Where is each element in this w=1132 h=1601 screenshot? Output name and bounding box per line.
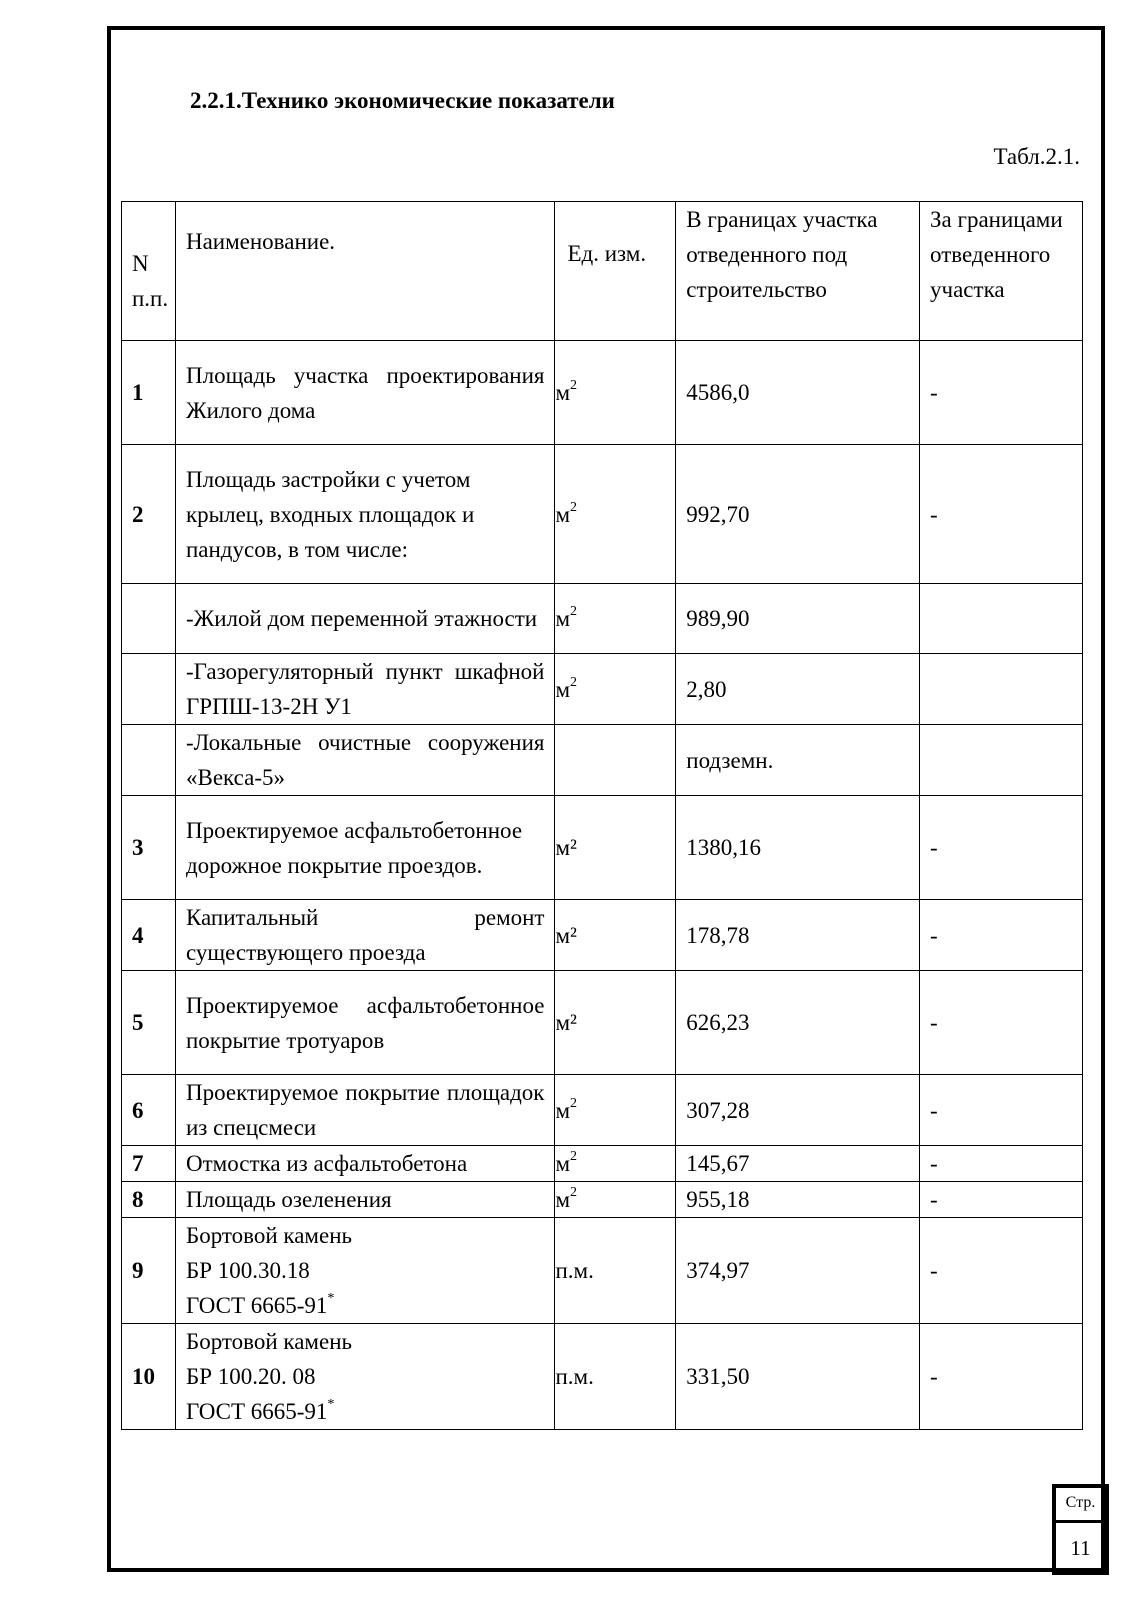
row-unit xyxy=(555,725,676,796)
row-name: -Локальные очистные сооружения «Векса-5» xyxy=(175,725,555,796)
table-row xyxy=(122,1182,1083,1218)
row-outside: - xyxy=(920,1075,1083,1146)
row-inside: 989,90 xyxy=(676,584,920,654)
row-num: 3 xyxy=(122,796,176,900)
row-unit: $м^2$ xyxy=(555,1146,676,1182)
row-num: 2 xyxy=(122,445,176,584)
row-inside: подземн. xyxy=(676,725,920,796)
page-number-box xyxy=(1052,1484,1109,1575)
row-unit: $м^2$ xyxy=(555,341,676,445)
row-name: Бортовой камень БР 100.30.18 ГОСТ 6665-91* xyxy=(175,1218,555,1324)
row-num: 10 xyxy=(122,1324,176,1430)
row-num xyxy=(122,654,176,725)
row-inside: 178,78 xyxy=(676,900,920,971)
row-unit: $м^2$ xyxy=(555,584,676,654)
row-num xyxy=(122,725,176,796)
table-row xyxy=(122,1146,1083,1182)
row-inside: 145,67 xyxy=(676,1146,920,1182)
table-row xyxy=(122,1075,1083,1146)
row-num: 5 xyxy=(122,971,176,1075)
row-name: Проектируемое асфальтобетонное покрытие тротуаров xyxy=(175,971,555,1075)
row-unit: м² xyxy=(555,796,676,900)
row-unit: п.м. xyxy=(555,1324,676,1430)
row-num: 6 xyxy=(122,1075,176,1146)
row-outside: - xyxy=(920,900,1083,971)
section-heading: 2.2.1.Технико экономические показатели xyxy=(190,88,615,113)
row-inside: 374,97 xyxy=(676,1218,920,1324)
row-inside: 331,50 xyxy=(676,1324,920,1430)
table-row xyxy=(122,971,1083,1075)
row-inside: 955,18 xyxy=(676,1182,920,1218)
row-outside: - xyxy=(920,445,1083,584)
row-name: Проектируемое покрытие площадок из спецсмеси xyxy=(175,1075,555,1146)
table-row xyxy=(122,796,1083,900)
row-num: 7 xyxy=(122,1146,176,1182)
row-inside: 4586,0 xyxy=(676,341,920,445)
row-outside: - xyxy=(920,341,1083,445)
row-unit: м² xyxy=(555,900,676,971)
row-unit: п.м. xyxy=(555,1218,676,1324)
row-inside: 626,23 xyxy=(676,971,920,1075)
row-outside xyxy=(920,654,1083,725)
row-outside xyxy=(920,725,1083,796)
row-outside: - xyxy=(920,796,1083,900)
table-label: Табл.2.1. xyxy=(993,144,1080,169)
row-num: 4 xyxy=(122,900,176,971)
header-inside: В границах участка отведенного под строительство xyxy=(676,202,920,341)
row-outside: - xyxy=(920,1218,1083,1324)
row-inside: 1380,16 xyxy=(676,796,920,900)
page-label: Стр. xyxy=(1056,1488,1105,1523)
row-outside: - xyxy=(920,1324,1083,1430)
row-name: Площадь участка проектирования Жилого дома xyxy=(175,341,555,445)
row-name: Бортовой камень БР 100.20. 08 ГОСТ 6665-91* xyxy=(175,1324,555,1430)
row-outside: - xyxy=(920,1182,1083,1218)
row-outside: - xyxy=(920,1146,1083,1182)
row-name: Капитальный ремонт существующего проезда xyxy=(175,900,555,971)
row-name: -Газорегуляторный пункт шкафной ГРПШ-13-2Н У1 xyxy=(175,654,555,725)
row-num: 9 xyxy=(122,1218,176,1324)
row-outside: - xyxy=(920,971,1083,1075)
row-unit: м² xyxy=(555,971,676,1075)
row-inside: 992,70 xyxy=(676,445,920,584)
table-header-row xyxy=(122,202,1083,341)
row-num: 8 xyxy=(122,1182,176,1218)
row-unit: $м^2$ xyxy=(555,1182,676,1218)
row-inside: 307,28 xyxy=(676,1075,920,1146)
row-outside xyxy=(920,584,1083,654)
table-row xyxy=(122,654,1083,725)
row-num xyxy=(122,584,176,654)
table-row xyxy=(122,445,1083,584)
table-row xyxy=(122,1324,1083,1430)
page-number: 11 xyxy=(1070,1536,1091,1560)
row-unit: $м^2$ xyxy=(555,1075,676,1146)
row-num: 1 xyxy=(122,341,176,445)
row-name: -Жилой дом переменной этажности xyxy=(175,584,555,654)
row-name: Площадь озеленения xyxy=(175,1182,555,1218)
row-name: Отмостка из асфальтобетона xyxy=(175,1146,555,1182)
row-name: Площадь застройки с учетом крылец, входных площадок и пандусов, в том числе: xyxy=(175,445,555,584)
row-inside: 2,80 xyxy=(676,654,920,725)
table-row xyxy=(122,900,1083,971)
table-row xyxy=(122,1218,1083,1324)
row-name: Проектируемое асфальтобетонное дорожное покрытие проездов. xyxy=(175,796,555,900)
table-row xyxy=(122,725,1083,796)
header-outside: За границами отведенного участка xyxy=(920,202,1083,341)
header-name: Наименование. xyxy=(175,202,555,341)
row-unit: $м^2$ xyxy=(555,654,676,725)
table-row xyxy=(122,584,1083,654)
table-row xyxy=(122,341,1083,445)
header-num: N п.п. xyxy=(122,202,176,341)
header-unit: Ед. изм. xyxy=(555,202,676,341)
indicators-table xyxy=(121,201,1083,1430)
row-unit: $м^2$ xyxy=(555,445,676,584)
